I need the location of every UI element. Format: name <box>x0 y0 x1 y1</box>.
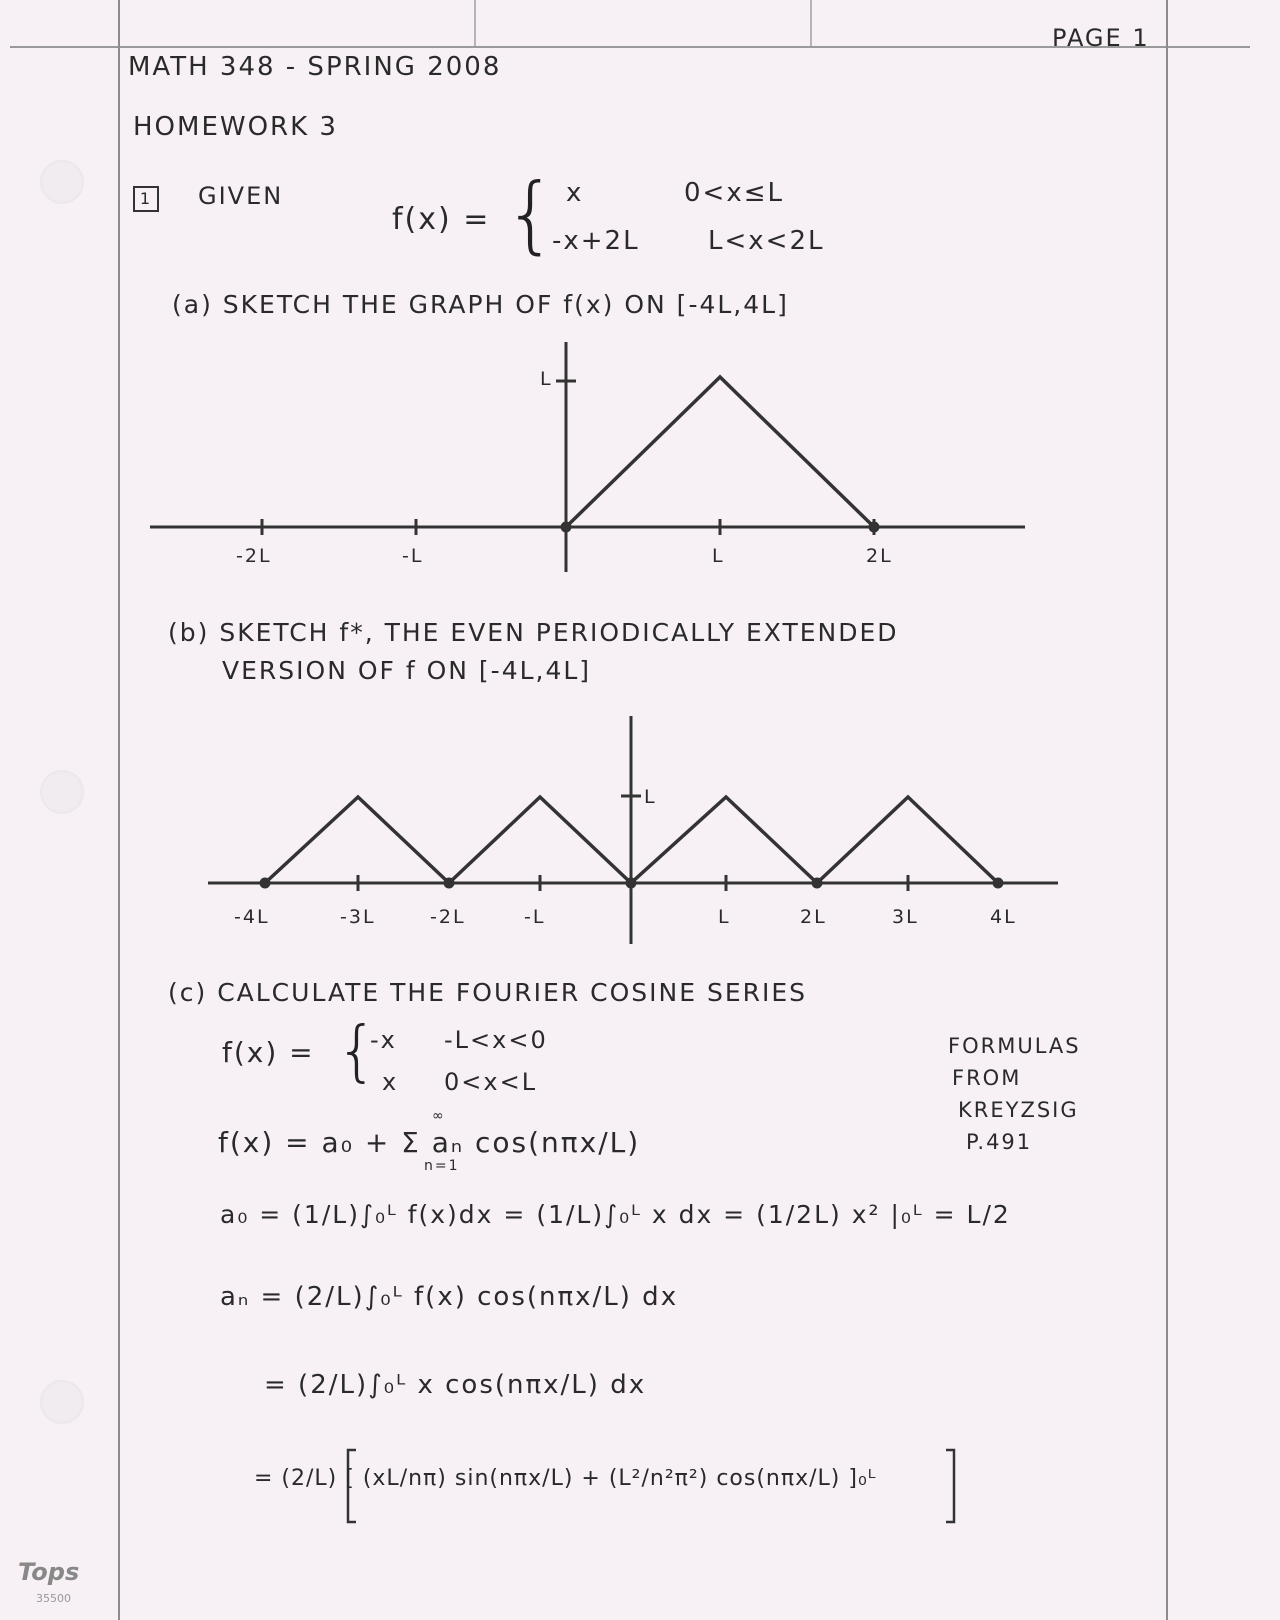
graph-a-point <box>562 523 570 531</box>
paper-product-code: 35500 <box>36 1592 71 1605</box>
part-c-case-1-expr: -x <box>370 1026 397 1054</box>
graph-b-point <box>445 879 453 887</box>
part-c-brace: { <box>336 1012 378 1089</box>
graph-b-point <box>994 879 1002 887</box>
case-2-cond: L<x<2L <box>708 226 825 256</box>
sum-upper-limit: ∞ <box>432 1108 446 1124</box>
part-a-prompt: (a) SKETCH THE GRAPH OF f(x) ON [-4L,4L] <box>172 290 789 319</box>
graph-a-triangle <box>566 377 874 527</box>
graph-b-x-label: -4L <box>234 906 270 928</box>
graph-b-point <box>627 879 635 887</box>
case-2-expr: -x+2L <box>552 226 640 256</box>
a0-formula: a₀ = (1/L)∫₀ᴸ f(x)dx = (1/L)∫₀ᴸ x dx = (1/2L) x² |₀ᴸ = L/2 <box>220 1200 1011 1229</box>
part-c-case-2-cond: 0<x<L <box>444 1068 538 1096</box>
graph-b <box>208 716 1058 944</box>
sum-lower-limit: n=1 <box>424 1158 460 1174</box>
course-title: MATH 348 - SPRING 2008 <box>128 52 502 82</box>
part-b-prompt-line2: VERSION OF f ON [-4L,4L] <box>222 656 592 685</box>
case-1-cond: 0<x≤L <box>684 178 784 208</box>
paper-brand-logo: Tops <box>18 1558 80 1586</box>
part-c-prompt: (c) CALCULATE THE FOURIER COSINE SERIES <box>168 978 808 1007</box>
graph-b-point <box>813 879 821 887</box>
graph-a-x-label: L <box>712 545 725 567</box>
graph-b-x-label: -3L <box>340 906 376 928</box>
f-definition-label: f(x) = <box>392 202 491 237</box>
graph-a-x-label: 2L <box>866 545 893 567</box>
graph-b-x-label: -L <box>524 906 546 928</box>
sidenote-line: P.491 <box>966 1130 1033 1154</box>
sidenote-line: KREYZSIG <box>958 1098 1079 1122</box>
homework-title: HOMEWORK 3 <box>133 112 338 142</box>
piecewise-brace: { <box>504 165 558 263</box>
an-formula-line1: aₙ = (2/L)∫₀ᴸ f(x) cos(nπx/L) dx <box>220 1282 679 1312</box>
graph-b-x-label: 3L <box>892 906 919 928</box>
sidenote-line: FORMULAS <box>948 1034 1081 1058</box>
problem-number-box: 1 <box>133 186 159 212</box>
graph-a-x-label: -2L <box>236 545 272 567</box>
fourier-series-formula: f(x) = a₀ + Σ aₙ cos(nπx/L) <box>218 1126 641 1159</box>
graph-a-point <box>870 523 878 531</box>
graph-b-x-label: 2L <box>800 906 827 928</box>
graph-a <box>150 342 1025 572</box>
part-b-prompt-line1: (b) SKETCH f*, THE EVEN PERIODICALLY EXTENDED <box>168 618 899 647</box>
case-1-expr: x <box>566 178 584 208</box>
graph-b-x-label: 4L <box>990 906 1017 928</box>
page-label: PAGE 1 <box>1052 24 1150 52</box>
part-c-f-label: f(x) = <box>222 1036 315 1069</box>
graph-b-y-label: L <box>644 786 657 808</box>
an-formula-line3: = (2/L) [ (xL/nπ) sin(nπx/L) + (L²/n²π²) cos(nπx/L) ]₀ᴸ <box>254 1466 877 1491</box>
part-c-case-1-cond: -L<x<0 <box>444 1026 548 1054</box>
graph-b-x-label: -2L <box>430 906 466 928</box>
graph-a-y-label: L <box>540 368 553 390</box>
graph-a-x-label: -L <box>402 545 424 567</box>
part-c-case-2-expr: x <box>382 1068 399 1096</box>
given-label: GIVEN <box>198 182 284 210</box>
graph-b-x-label: L <box>718 906 731 928</box>
sidenote-line: FROM <box>952 1066 1022 1090</box>
graph-b-point <box>261 879 269 887</box>
an-formula-line2: = (2/L)∫₀ᴸ x cos(nπx/L) dx <box>264 1370 647 1400</box>
